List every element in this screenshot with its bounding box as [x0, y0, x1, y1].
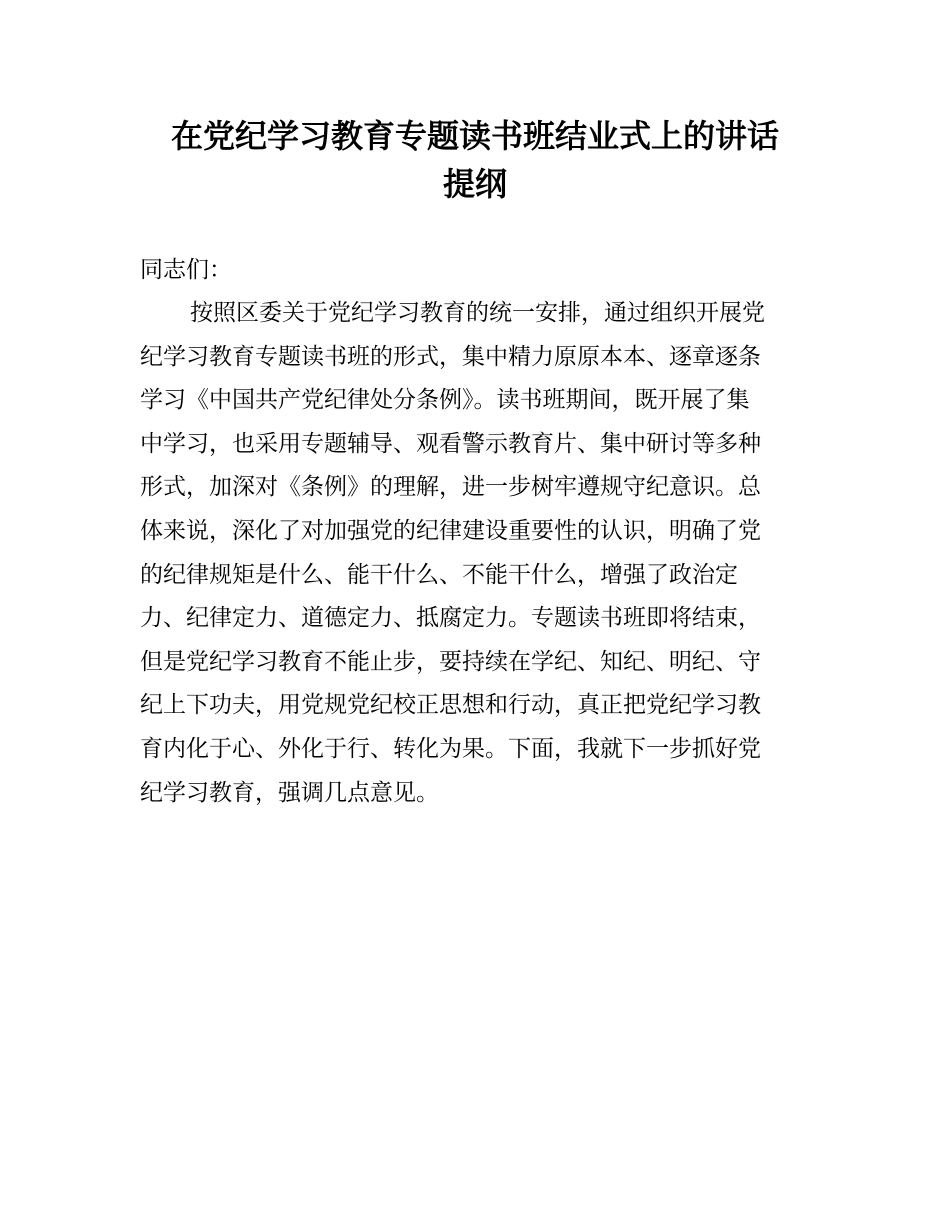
paragraph-line: 力、纪律定力、道德定力、抵腐定力。专题读书班即将结束， — [140, 605, 761, 632]
paragraph-line: 纪上下功夫，用党规党纪校正思想和行动，真正把党纪学习教 — [140, 692, 761, 719]
paragraph-line: 按照区委关于党纪学习教育的统一安排，通过组织开展党 — [190, 300, 765, 326]
paragraph-line: 但是党纪学习教育不能止步，要持续在学纪、知纪、明纪、守 — [140, 648, 761, 675]
document-title — [110, 112, 840, 208]
paragraph-line: 的纪律规矩是什么、能干什么、不能干什么，增强了政治定 — [140, 561, 738, 588]
title-line-1: 在党纪学习教育专题读书班结业式上的讲话 — [170, 117, 779, 155]
paragraph-line: 体来说，深化了对加强党的纪律建设重要性的认识，明确了党 — [140, 517, 761, 544]
paragraph-line: 纪学习教育，强调几点意见。 — [140, 779, 439, 806]
paragraph-line: 纪学习教育专题读书班的形式，集中精力原原本本、逐章逐条 — [140, 343, 761, 370]
paragraph-line: 形式，加深对《条例》的理解，进一步树牢遵规守纪意识。总 — [140, 474, 761, 501]
paragraph-line: 学习《中国共产党纪律处分条例》。读书班期间，既开展了集 — [140, 387, 750, 414]
salutation: 同志们： — [140, 257, 232, 283]
title-line-2: 提纲 — [442, 165, 507, 203]
paragraph-line: 中学习，也采用专题辅导、观看警示教育片、集中研讨等多种 — [140, 430, 761, 457]
paragraph-line: 育内化于心、外化于行、转化为果。下面，我就下一步抓好党 — [140, 735, 761, 762]
body-paragraph — [140, 292, 820, 815]
